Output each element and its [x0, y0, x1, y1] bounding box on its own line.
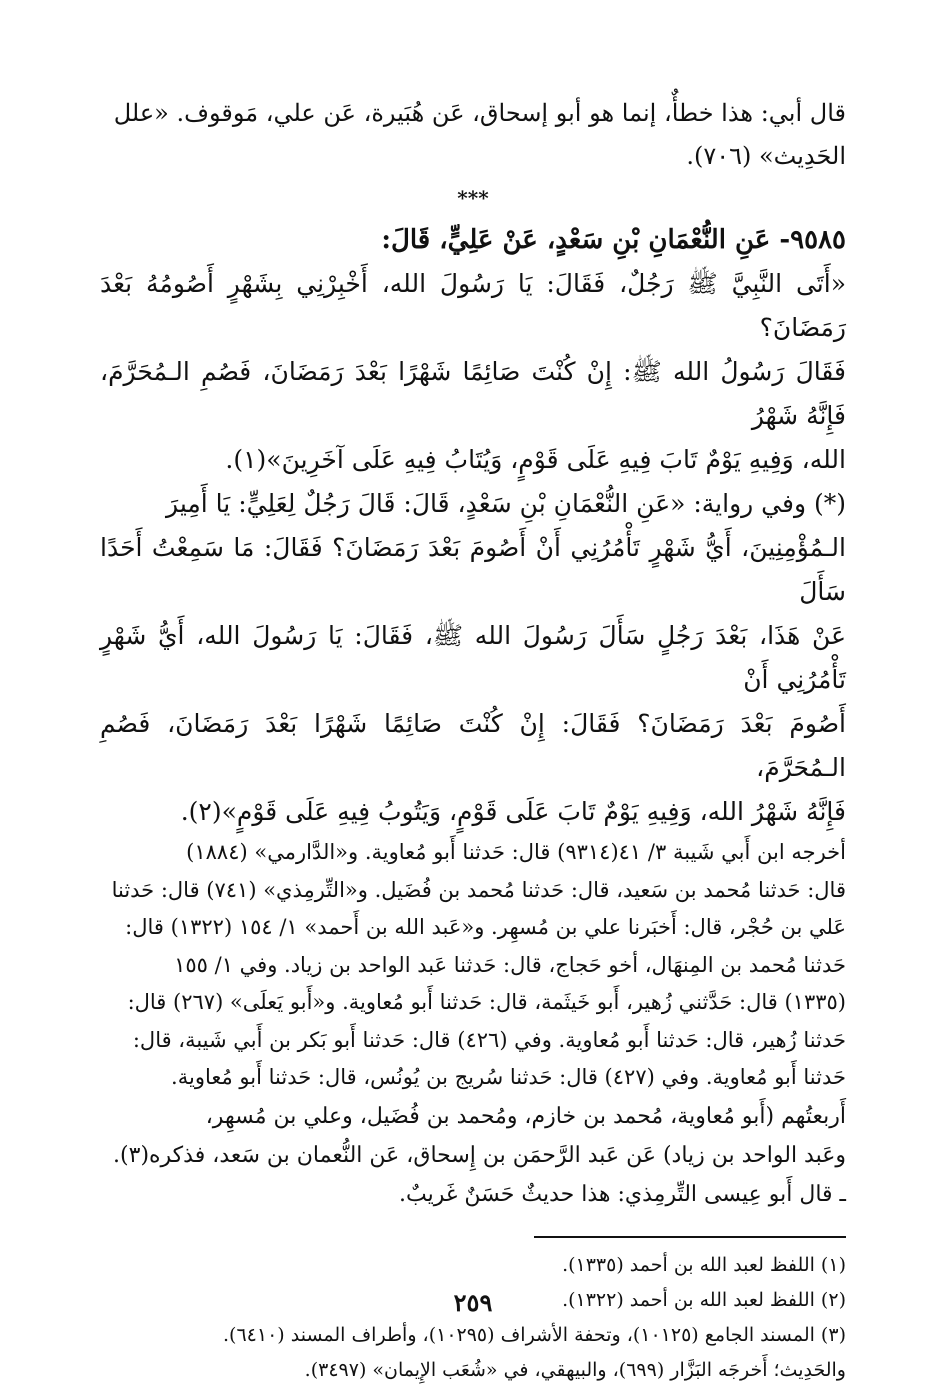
summary-line: أَربعتُهم (أَبو مُعاوية، مُحمد بن خازم، ومُحمد بن فُضَيل، وعلي بن مُسهِر،	[205, 1103, 846, 1129]
summary-line: وعَبد الواحد بن زياد) عَن عَبد الرَّحمَن بن إِسحاق، عَن النُّعمان بن سَعد، فذكره(٣).	[113, 1142, 846, 1168]
hadith-heading: ٩٥٨٥- عَنِ النُّعْمَانِ بْنِ سَعْدٍ، عَنْ عَلِيٍّ، قَالَ:	[381, 225, 846, 255]
riwaya-line: (*) وفي رواية: «عَنِ النُّعْمَانِ بْنِ سَعْدٍ، قَالَ: قَالَ رَجُلٌ لِعَلِيٍّ: يَا أَمِيرَ	[166, 489, 846, 518]
hadith-riwaya	[100, 482, 846, 834]
takhrij-line: حَدثنا زُهير، قال: حَدثنا أَبو مُعاوية. وفي (٤٢٦) قال: حَدثنا أَبو بَكر بن أَبي شَيبة، قال:	[132, 1027, 846, 1052]
matn-line: فَقَالَ رَسُولُ الله ﷺ: إِنْ كُنْتَ صَائِمًا شَهْرًا بَعْدَ رَمَضَانَ، فَصُمِ الـمُحَرَّمَ، فَإِنَّهُ شَهْرُ	[100, 357, 846, 430]
takhrij-paragraph	[100, 834, 846, 1097]
summary-paragraph	[100, 1097, 846, 1214]
intro-line: قال أبي: هذا خطأٌ، إنما هو أبو إسحاق، عَن هُبَيرة، عَن علي، مَوقوف. «علل	[113, 99, 846, 127]
takhrij-line: حَدثنا أَبو مُعاوية. وفي (٤٢٧) قال: حَدثنا سُريج بن يُونُس، قال: حَدثنا أَبو مُعاوية.	[171, 1065, 846, 1089]
footnote-3-continued: والحَدِيث؛ أَخرجَه البَزَّار (٦٩٩)، والبيهقي، في «شُعَب الإِيمان» (٣٤٩٧).	[304, 1358, 846, 1381]
intro-paragraph	[100, 92, 846, 178]
tirmidhi-grading: ـ قال أَبو عِيسى التِّرمِذي: هذا حديثٌ حَسَنٌ غَريبٌ.	[399, 1181, 846, 1207]
riwaya-line: عَنْ هَذَا، بَعْدَ رَجُلٍ سَأَلَ رَسُولَ الله ﷺ، فَقَالَ: يَا رَسُولَ الله، أَيُّ شَهْرٍ تَأْمُرُنِي أَنْ	[100, 621, 846, 694]
matn-line: «أَتَى النَّبِيَّ ﷺ رَجُلٌ، فَقَالَ: يَا رَسُولَ الله، أَخْبِرْنِي بِشَهْرٍ أَصُومُهُ بَعْدَ رَمَضَانَ؟	[100, 269, 846, 342]
intro-line: الحَدِيث» (٧٠٦).	[686, 142, 846, 170]
riwaya-line: أَصُومَ بَعْدَ رَمَضَانَ؟ فَقَالَ: إِنْ كُنْتَ صَائِمًا شَهْرًا بَعْدَ رَمَضَانَ، فَصُمِ الـمُحَرَّمَ،	[100, 709, 846, 782]
footnote-divider	[534, 1236, 846, 1238]
section-separator: ***	[457, 186, 489, 210]
footnote-1: (١) اللفظ لعبد الله بن أحمد (١٣٣٥).	[562, 1253, 846, 1276]
riwaya-line: فَإِنَّهُ شَهْرُ الله، وَفِيهِ يَوْمٌ تَابَ عَلَى قَوْمٍ، وَيَتُوبُ فِيهِ عَلَى قَوْمٍ»(٢).	[180, 797, 846, 826]
footnote-3: (٣) المسند الجامع (١٠١٢٥)، وتحفة الأشراف (١٠٢٩٥)، وأطراف المسند (٦٤١٠).	[223, 1323, 846, 1346]
riwaya-line: الـمُؤْمِنِينَ، أَيُّ شَهْرٍ تَأْمُرُنِي أَنْ أَصُومَ بَعْدَ رَمَضَانَ؟ فَقَالَ: مَا سَمِعْتُ أَحَدًا سَأَلَ	[100, 533, 846, 606]
matn-line: الله، وَفِيهِ يَوْمٌ تَابَ فِيهِ عَلَى قَوْمٍ، وَيُتَابُ فِيهِ عَلَى آخَرِينَ»(١).	[225, 445, 846, 474]
footnote-2: (٢) اللفظ لعبد الله بن أحمد (١٣٢٢).	[562, 1288, 846, 1311]
footnotes	[100, 1248, 846, 1388]
takhrij-line: أخرجه ابن أَبي شَيبة ٣/ ٤١(٩٣١٤) قال: حَدثنا أَبو مُعاوية. و«الدَّارمي» (١٨٨٤)	[186, 840, 846, 864]
takhrij-line: حَدثنا مُحمد بن المِنهَال، أخو حَجاج، قال: حَدثنا عَبد الواحد بن زياد. وفي ١/ ١٥٥	[174, 952, 846, 977]
takhrij-line: قال: حَدثنا مُحمد بن سَعيد، قال: حَدثنا مُحمد بن فُضَيل. و«التِّرمِذي» (٧٤١) قال: حَدثنا	[111, 877, 846, 902]
takhrij-line: (١٣٣٥) قال: حَدَّثني زُهير، أَبو خَيثَمة، قال: حَدثنا أَبو مُعاوية. و«أَبو يَعلَى» (٢٦٧) قال:	[127, 990, 846, 1014]
hadith-matn	[100, 262, 846, 482]
takhrij-line: عَلي بن حُجْر، قال: أَخبَرنا علي بن مُسهِر. و«عَبد الله بن أَحمد» ١/ ١٥٤ (١٣٢٢) قال:	[125, 915, 846, 939]
page-number: ٢٥٩	[453, 1288, 493, 1317]
